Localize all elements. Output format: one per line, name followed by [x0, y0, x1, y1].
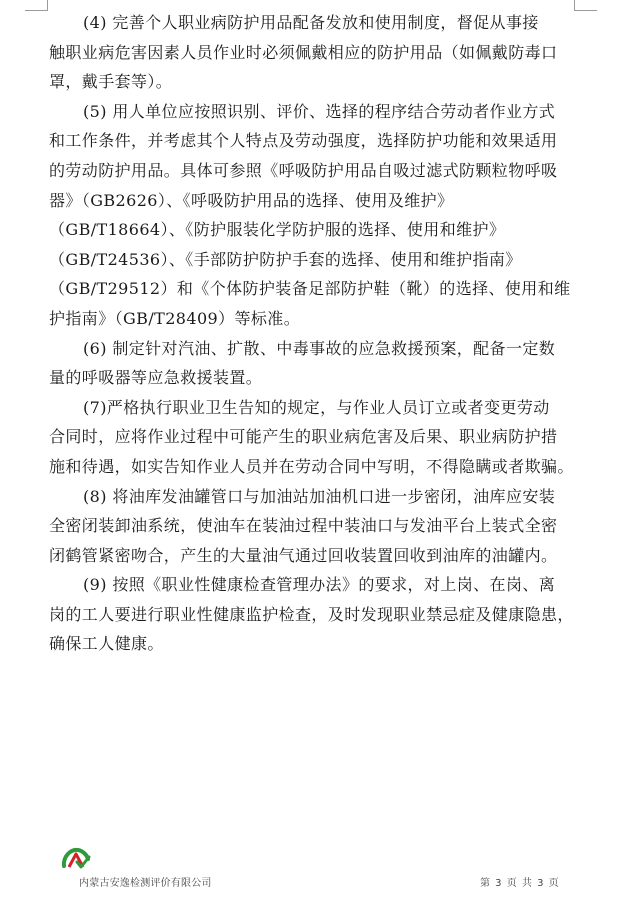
text-line: 合同时，应将作业过程中可能产生的职业病危害及后果、职业病防护措	[49, 427, 558, 447]
text-line: 施和待遇，如实告知作业人员并在劳动合同中写明，不得隐瞒或者欺骗。	[49, 456, 574, 476]
text-line: 量的呼吸器等应急救援装置。	[49, 368, 263, 388]
text-line: 护指南》（GB/T28409）等标准。	[49, 308, 301, 328]
text-line: 闭鹤管紧密吻合，产生的大量油气通过回收装置回收到油库的油罐内。	[49, 545, 558, 565]
paragraph-9	[49, 570, 589, 659]
document-body	[49, 8, 589, 659]
paragraph-6	[49, 334, 589, 393]
text-line: 触职业病危害因素人员作业时必须佩戴相应的防护用品（如佩戴防毒口	[49, 42, 558, 62]
text-line: 的劳动防护用品。具体可参照《呼吸防护用品自吸过滤式防颗粒物呼吸	[49, 160, 558, 180]
text-line: 和工作条件，并考虑其个人特点及劳动强度，选择防护功能和效果适用	[49, 131, 558, 151]
text-line: (7)严格执行职业卫生告知的规定，与作业人员订立或者变更劳动	[83, 397, 550, 417]
text-line: 罩，戴手套等）。	[49, 72, 173, 92]
text-line: 全密闭装卸油系统，使油车在装油过程中装油口与发油平台上装式全密	[49, 516, 558, 536]
text-line: 器》（GB2626）、《呼吸防护用品的选择、使用及维护》	[49, 190, 454, 210]
text-line: （GB/T18664）、《防护服装化学防护服的选择、使用和维护》	[49, 220, 506, 240]
text-line: 确保工人健康。	[49, 634, 164, 654]
text-line: (5) 用人单位应按照识别、评价、选择的程序结合劳动者作业方式	[83, 101, 556, 121]
paragraph-5	[49, 97, 589, 334]
text-line: (8) 将油库发油罐管口与加油站加油机口进一步密闭，油库应安装	[83, 486, 556, 506]
text-line: （GB/T24536）、《手部防护防护手套的选择、使用和维护指南》	[49, 249, 522, 269]
footer-page-number: 第 3 页 共 3 页	[480, 878, 560, 889]
paragraph-4	[49, 8, 589, 97]
text-line: (6) 制定针对汽油、扩散、中毒事故的应急救援预案，配备一定数	[83, 338, 556, 358]
footer-company-name: 内蒙古安逸检测评价有限公司	[79, 878, 212, 889]
company-logo-icon	[61, 846, 91, 872]
paragraph-7	[49, 393, 589, 482]
paragraph-8	[49, 482, 589, 571]
text-line: 岗的工人要进行职业性健康监护检查，及时发现职业禁忌症及健康隐患，	[49, 604, 574, 624]
page-corner-mark-left	[25, 0, 48, 11]
text-line: (4) 完善个人职业病防护用品配备发放和使用制度，督促从事接	[83, 13, 539, 32]
text-line: （GB/T29512）和《个体防护装备足部防护鞋（靴）的选择、使用和维	[49, 279, 571, 299]
text-line: (9) 按照《职业性健康检查管理办法》的要求，对上岗、在岗、离	[83, 575, 556, 595]
